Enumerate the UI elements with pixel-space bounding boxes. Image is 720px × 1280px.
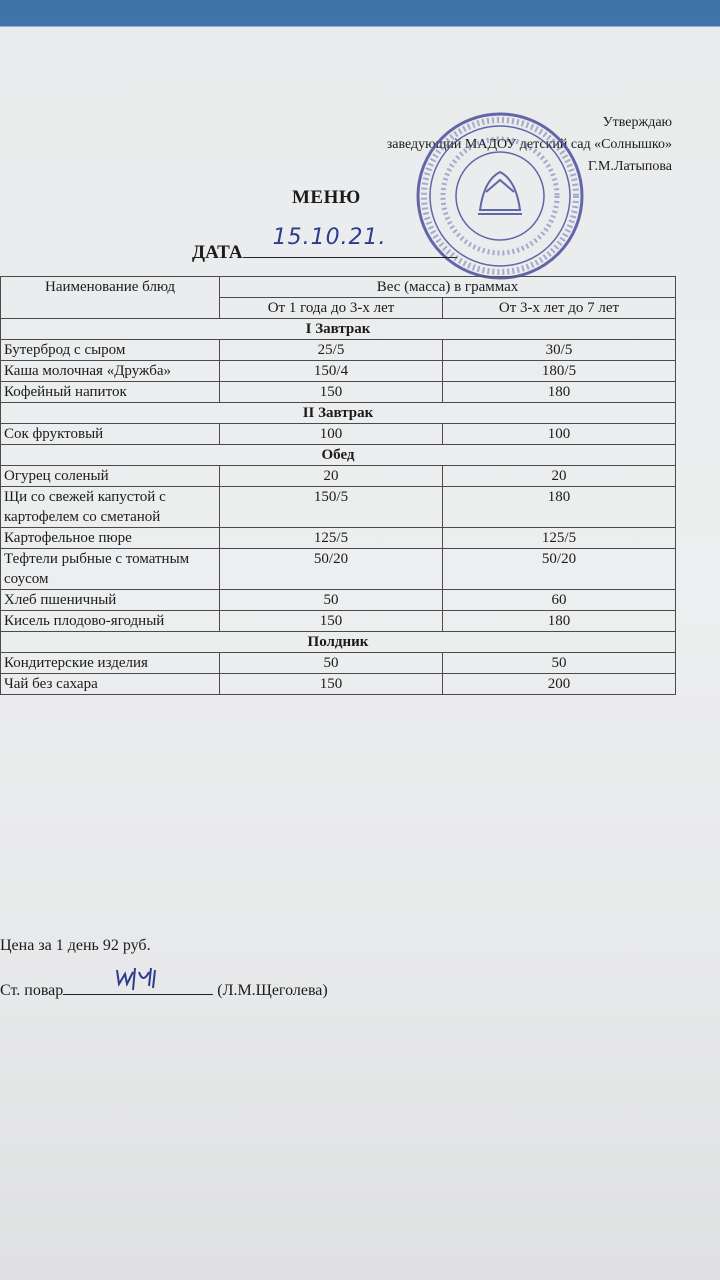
section-title: II Завтрак	[1, 403, 676, 424]
weight-age-1-cell: 150	[220, 382, 443, 403]
weight-age-2-cell: 30/5	[443, 340, 676, 361]
section-title: Полдник	[1, 632, 676, 653]
table-row	[1, 424, 676, 445]
dish-cell: Кондитерские изделия	[1, 653, 220, 674]
dish-cell: Кисель плодово-ягодный	[1, 611, 220, 632]
cook-signature-row	[0, 978, 328, 1000]
table-row	[1, 674, 676, 695]
weight-age-1-cell: 150/5	[220, 487, 443, 528]
header-age-1: От 1 года до 3-х лет	[220, 298, 443, 319]
dish-cell: Щи со свежей капустой с картофелем со сметаной	[1, 487, 220, 528]
page-title: МЕНЮ	[292, 187, 361, 208]
table-row	[1, 361, 676, 382]
weight-age-1-cell: 150/4	[220, 361, 443, 382]
table-row	[1, 340, 676, 361]
weight-age-2-cell: 180/5	[443, 361, 676, 382]
weight-age-1-cell: 125/5	[220, 528, 443, 549]
dish-cell: Тефтели рыбные с томатным соусом	[1, 549, 220, 590]
header-row	[1, 277, 676, 298]
dish-cell: Хлеб пшеничный	[1, 590, 220, 611]
date-value: 15.10.21.	[272, 225, 387, 250]
weight-age-1-cell: 50	[220, 653, 443, 674]
table-row	[1, 487, 676, 528]
weight-age-2-cell: 60	[443, 590, 676, 611]
header-weight: Вес (масса) в граммах	[220, 277, 676, 298]
cook-name: (Л.М.Щеголева)	[217, 982, 328, 999]
table-row	[1, 528, 676, 549]
section-row	[1, 632, 676, 653]
approval-line-3: Г.М.Латыпова	[588, 159, 672, 174]
approval-line-1: Утверждаю	[602, 115, 672, 130]
date-field	[243, 225, 457, 258]
weight-age-2-cell: 50	[443, 653, 676, 674]
weight-age-1-cell: 150	[220, 611, 443, 632]
weight-age-2-cell: 180	[443, 382, 676, 403]
dish-cell: Огурец соленый	[1, 466, 220, 487]
weight-age-2-cell: 180	[443, 611, 676, 632]
signature-line	[63, 978, 213, 995]
table-row	[1, 549, 676, 590]
section-title: Обед	[1, 445, 676, 466]
weight-age-1-cell: 150	[220, 674, 443, 695]
weight-age-2-cell: 180	[443, 487, 676, 528]
table-row	[1, 611, 676, 632]
dish-cell: Кофейный напиток	[1, 382, 220, 403]
date-row	[192, 225, 457, 264]
dish-cell: Картофельное пюре	[1, 528, 220, 549]
weight-age-2-cell: 50/20	[443, 549, 676, 590]
approval-line-2: заведующий МАДОУ детский сад «Солнышко»	[386, 137, 672, 152]
section-row	[1, 445, 676, 466]
table-row	[1, 590, 676, 611]
dish-cell: Бутерброд с сыром	[1, 340, 220, 361]
table-row	[1, 653, 676, 674]
dish-cell: Чай без сахара	[1, 674, 220, 695]
weight-age-2-cell: 125/5	[443, 528, 676, 549]
weight-age-2-cell: 100	[443, 424, 676, 445]
cook-label: Ст. повар	[0, 982, 64, 999]
weight-age-1-cell: 100	[220, 424, 443, 445]
header-dish: Наименование блюд	[1, 277, 220, 319]
daily-price: Цена за 1 день 92 руб.	[0, 937, 151, 954]
weight-age-2-cell: 200	[443, 674, 676, 695]
weight-age-2-cell: 20	[443, 466, 676, 487]
section-row	[1, 403, 676, 424]
table-row	[1, 382, 676, 403]
header-age-2: От 3-х лет до 7 лет	[443, 298, 676, 319]
section-row	[1, 319, 676, 340]
menu-table	[0, 276, 676, 695]
dish-cell: Каша молочная «Дружба»	[1, 361, 220, 382]
date-label: ДАТА	[192, 242, 243, 263]
handwritten-signature	[113, 964, 173, 992]
dish-cell: Сок фруктовый	[1, 424, 220, 445]
weight-age-1-cell: 25/5	[220, 340, 443, 361]
weight-age-1-cell: 50	[220, 590, 443, 611]
table-row	[1, 466, 676, 487]
weight-age-1-cell: 20	[220, 466, 443, 487]
weight-age-1-cell: 50/20	[220, 549, 443, 590]
section-title: I Завтрак	[1, 319, 676, 340]
